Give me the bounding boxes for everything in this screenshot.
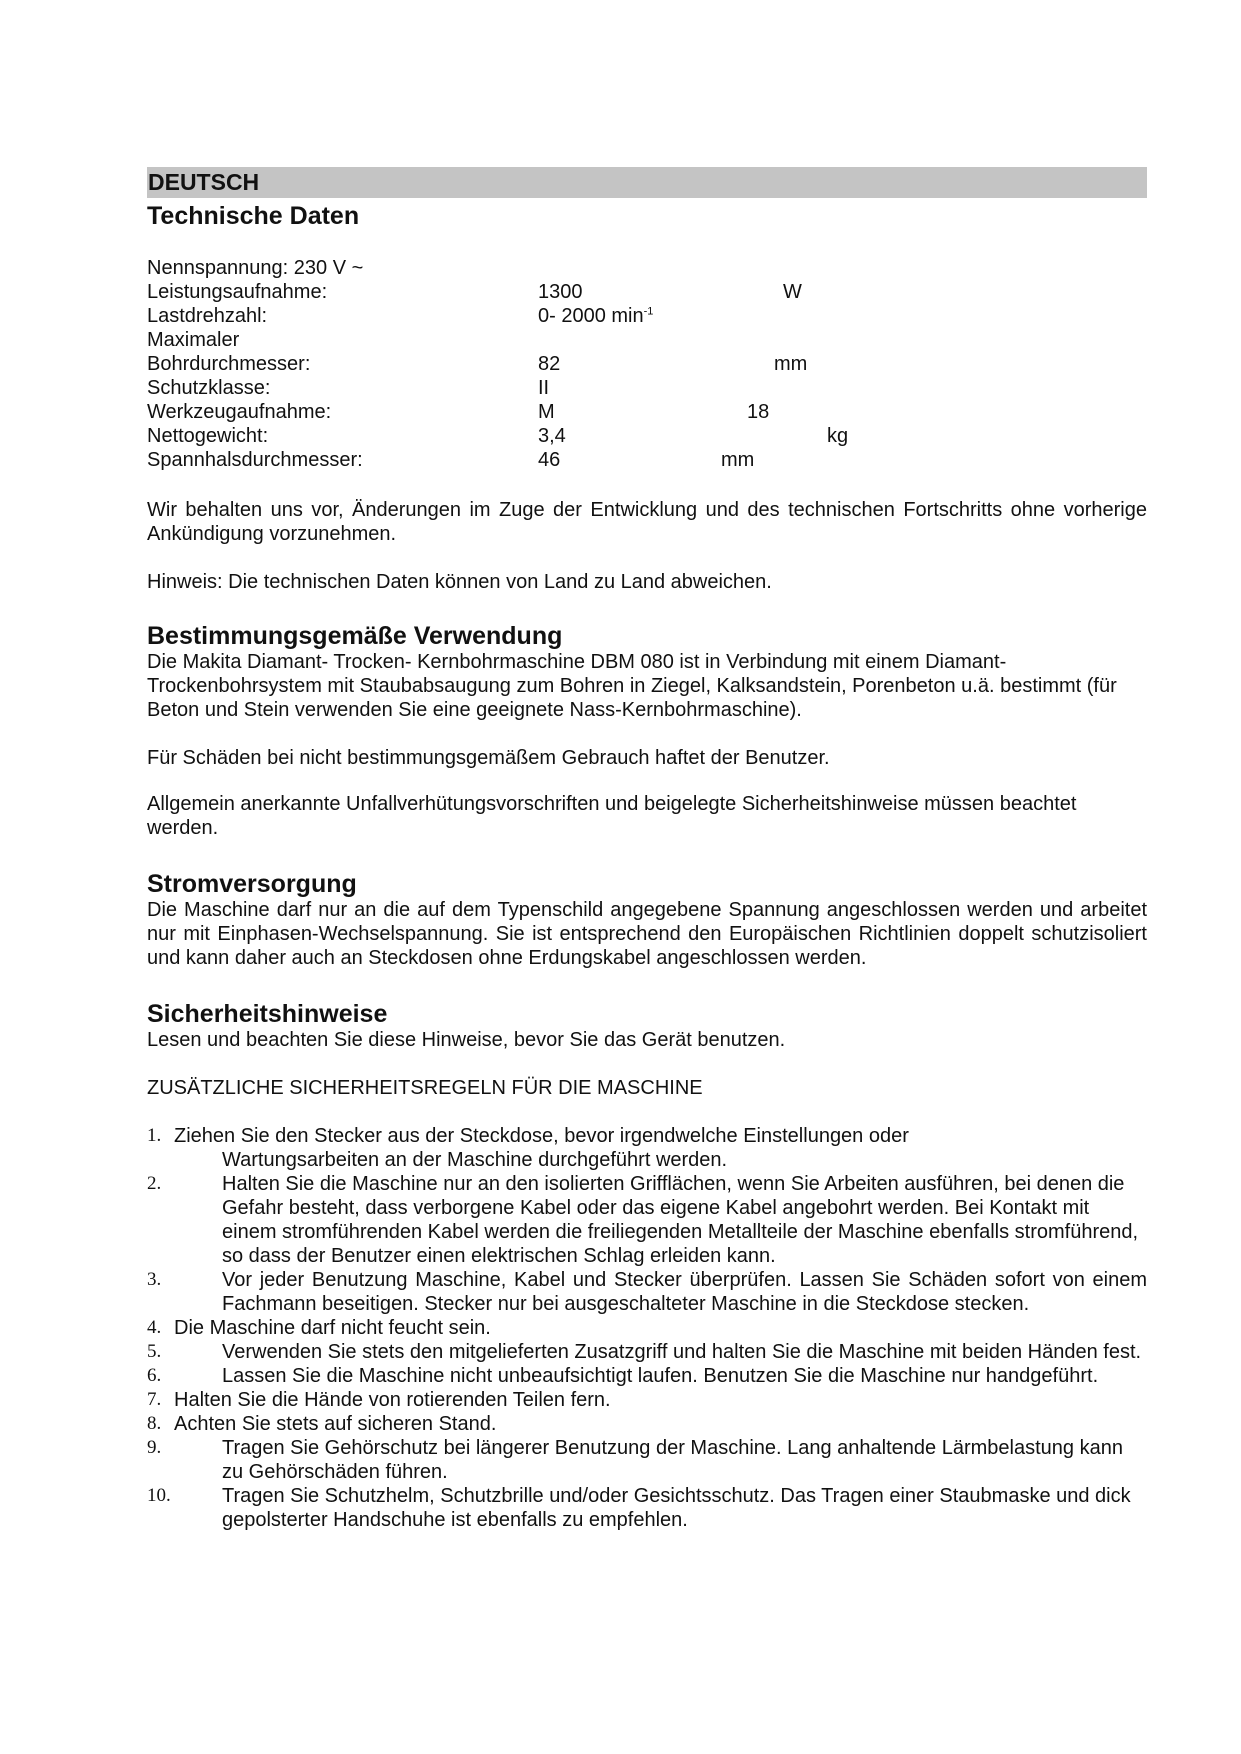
list-number: 9. bbox=[147, 1437, 162, 1458]
spec-value: 46 bbox=[538, 449, 561, 471]
spec-value: 0- 2000 $\min^{-1}$ bbox=[538, 305, 654, 327]
list-text: Vor jeder Benutzung Maschine, Kabel und Stecker überprüfen. Lassen Sie Schäden sofort von einem Fachmann beseitigen. Stecker nur bei ausgeschalteter Maschine in die Steckdose stecken. bbox=[222, 1269, 1147, 1315]
spec-value: 82 bbox=[538, 353, 561, 375]
spec-unit: mm bbox=[721, 449, 755, 471]
language-header: DEUTSCH bbox=[147, 167, 1147, 198]
list-number: 2. bbox=[147, 1173, 162, 1194]
spec-unit: kg bbox=[827, 425, 849, 447]
rules-title: ZUSÄTZLICHE SICHERHEITSREGELN FÜR DIE MASCHINE bbox=[147, 1077, 703, 1099]
list-item bbox=[147, 1484, 1147, 1532]
power-heading: Stromversorgung bbox=[147, 870, 357, 898]
list-number: 7. bbox=[147, 1389, 162, 1410]
list-text: Tragen Sie Gehörschutz bei längerer Benutzung der Maschine. Lang anhaltende Lärmbelastung kann zu Gehörschäden führen. bbox=[222, 1437, 1123, 1483]
list-text: Verwenden Sie stets den mitgelieferten Zusatzgriff und halten Sie die Maschine mit beiden Händen fest. bbox=[222, 1341, 1142, 1363]
spec-label: Nennspannung: 230 V ~ bbox=[147, 257, 364, 279]
list-number: 1. bbox=[147, 1125, 162, 1146]
list-text: Tragen Sie Schutzhelm, Schutzbrille und/oder Gesichtsschutz. Das Tragen einer Staubmaske und dick gepolsterter Handschuhe ist ebenfalls zu empfehlen. bbox=[222, 1485, 1131, 1531]
spec-unit: mm bbox=[774, 353, 808, 375]
spec-label: Schutzklasse: bbox=[147, 377, 271, 399]
spec-row bbox=[147, 424, 1147, 448]
list-text: Lassen Sie die Maschine nicht unbeaufsichtigt laufen. Benutzen Sie die Maschine nur handgeführt. bbox=[222, 1365, 1099, 1387]
safety-rules-list bbox=[147, 1124, 1147, 1532]
list-item bbox=[147, 1340, 1147, 1364]
spec-row bbox=[147, 256, 1147, 280]
reserve-note: Wir behalten uns vor, Änderungen im Zuge der Entwicklung und des technischen Fortschritts ohne vorherige Ankündigung vorzunehmen. bbox=[147, 499, 1147, 545]
spec-row bbox=[147, 280, 1147, 304]
list-item bbox=[147, 1124, 1147, 1172]
hint-text: Hinweis: Die technischen Daten können von Land zu Land abweichen. bbox=[147, 571, 772, 593]
list-text: Achten Sie stets auf sicheren Stand. bbox=[174, 1413, 497, 1435]
spec-row bbox=[147, 400, 1147, 424]
spec-row bbox=[147, 376, 1147, 400]
page-title: Technische Daten bbox=[147, 202, 360, 230]
spec-value: M bbox=[538, 401, 555, 423]
list-text: Halten Sie die Maschine nur an den isolierten Grifflächen, wenn Sie Arbeiten ausführen, bei denen die Gefahr besteht, dass verborgene Kabel oder das eigene Kabel angebohrt werden. Bei Kontakt mit einem stromführenden Kabel werden die freiliegenden Metallteile der Maschine ebenfalls stromführend, so dass der Benutzer einen elektrischen Schlag erleiden kann. bbox=[222, 1173, 1139, 1267]
spec-unit: W bbox=[783, 281, 802, 303]
spec-label: Spannhalsdurchmesser: bbox=[147, 449, 363, 471]
list-number: 5. bbox=[147, 1341, 162, 1362]
spec-label: Leistungsaufnahme: bbox=[147, 281, 328, 303]
spec-row bbox=[147, 304, 1147, 328]
spec-row bbox=[147, 352, 1147, 376]
list-number: 3. bbox=[147, 1269, 162, 1290]
list-item bbox=[147, 1316, 1147, 1340]
safety-heading: Sicherheitshinweise bbox=[147, 1000, 388, 1028]
spec-label: Werkzeugaufnahme: bbox=[147, 401, 332, 423]
list-item bbox=[147, 1412, 1147, 1436]
spec-table bbox=[147, 256, 1147, 472]
list-item bbox=[147, 1268, 1147, 1316]
spec-label: Nettogewicht: bbox=[147, 425, 269, 447]
list-item bbox=[147, 1364, 1147, 1388]
spec-row bbox=[147, 448, 1147, 472]
spec-label: Lastdrehzahl: bbox=[147, 305, 268, 327]
spec-superscript: -1 bbox=[643, 305, 654, 318]
list-number: 6. bbox=[147, 1365, 162, 1386]
list-text: Die Maschine darf nicht feucht sein. bbox=[174, 1317, 491, 1339]
spec-value: 1300 bbox=[538, 281, 583, 303]
list-item bbox=[147, 1436, 1147, 1484]
list-number: 10. bbox=[147, 1485, 171, 1506]
spec-unit: 18 bbox=[747, 401, 770, 423]
usage-paragraph: Die Makita Diamant- Trocken- Kernbohrmaschine DBM 080 ist in Verbindung mit einem Diamant-Trockenbohrsystem mit Staubabsaugung zum Bohren in Ziegel, Kalksandstein, Porenbeton u.ä. bestimmt (für Beton und Stein verwenden Sie eine geeignete Nass-Kernbohrmaschine). bbox=[147, 651, 1117, 721]
list-text: Ziehen Sie den Stecker aus der Steckdose, bevor irgendwelche Einstellungen oder bbox=[174, 1125, 909, 1147]
list-number: 8. bbox=[147, 1413, 162, 1434]
usage-regulations: Allgemein anerkannte Unfallverhütungsvorschriften und beigelegte Sicherheitshinweise müssen beachtet werden. bbox=[147, 793, 1077, 839]
list-text-continued: Wartungsarbeiten an der Maschine durchgeführt werden. bbox=[222, 1149, 728, 1171]
usage-heading: Bestimmungsgemäße Verwendung bbox=[147, 622, 563, 650]
spec-label: Bohrdurchmesser: bbox=[147, 353, 311, 375]
list-number: 4. bbox=[147, 1317, 162, 1338]
usage-liability: Für Schäden bei nicht bestimmungsgemäßem Gebrauch haftet der Benutzer. bbox=[147, 747, 830, 769]
spec-row bbox=[147, 328, 1147, 352]
list-item bbox=[147, 1388, 1147, 1412]
spec-value: 3,4 bbox=[538, 425, 566, 447]
safety-intro: Lesen und beachten Sie diese Hinweise, bevor Sie das Gerät benutzen. bbox=[147, 1029, 786, 1051]
list-item bbox=[147, 1172, 1147, 1268]
document-page bbox=[147, 167, 1147, 1532]
spec-label: Maximaler bbox=[147, 329, 240, 351]
power-paragraph: Die Maschine darf nur an die auf dem Typenschild angegebene Spannung angeschlossen werden und arbeitet nur mit Einphasen-Wechselspannung. Sie ist entsprechend den Europäischen Richtlinien doppelt schutzisoliert und kann daher auch an Steckdosen ohne Erdungskabel angeschlossen werden. bbox=[147, 899, 1147, 969]
list-text: Halten Sie die Hände von rotierenden Teilen fern. bbox=[174, 1389, 611, 1411]
spec-value: II bbox=[538, 377, 550, 399]
